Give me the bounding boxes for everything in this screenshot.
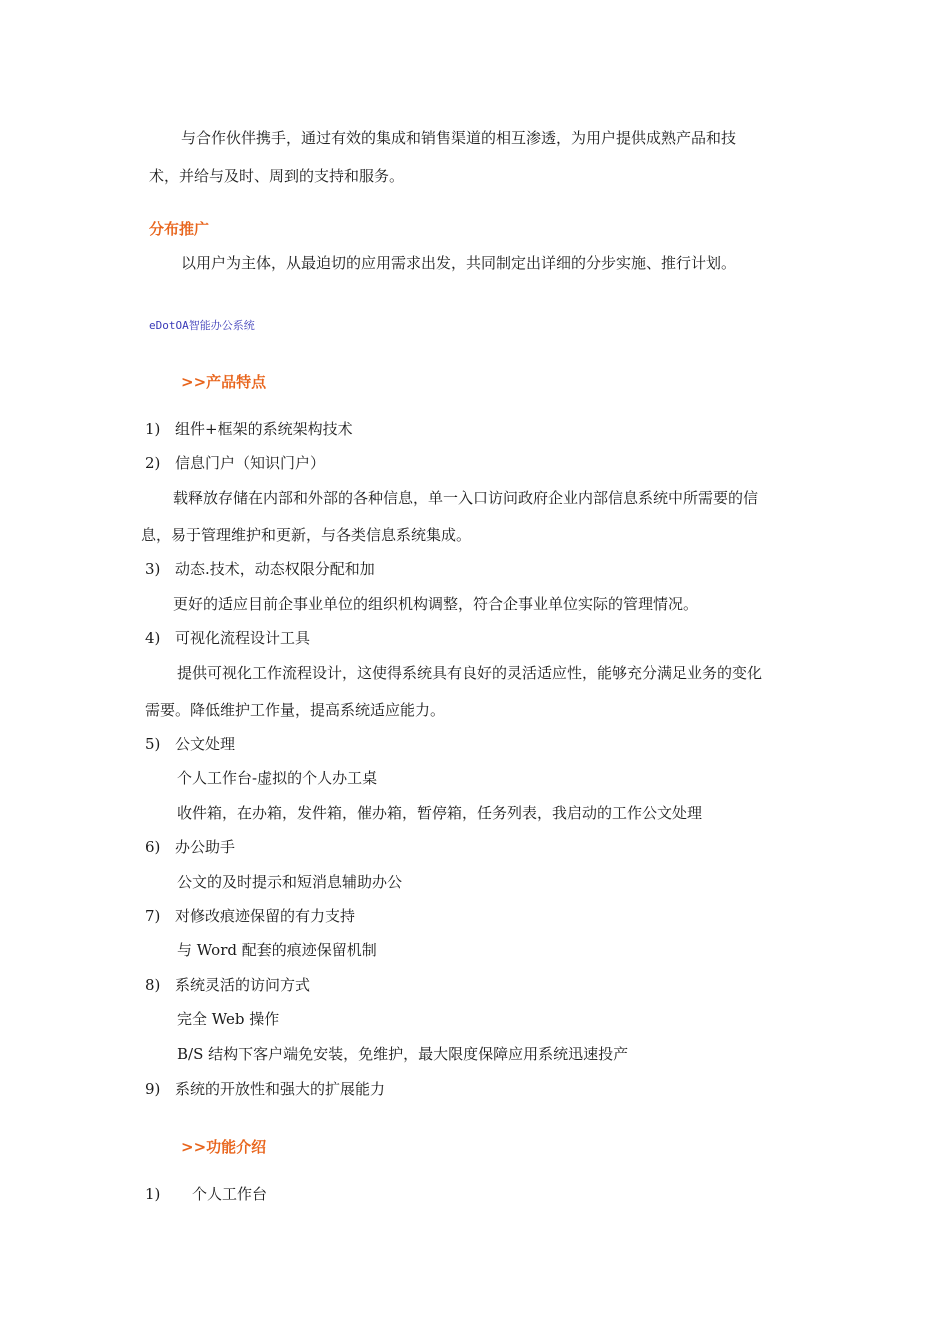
feature-1-number: 1) xyxy=(145,420,161,438)
feature-7-desc-line-1: 与 Word 配套的痕迹保留机制 xyxy=(177,941,377,959)
functions-heading: >>功能介绍 xyxy=(181,1138,267,1156)
feature-8-desc-line-2: B/S 结构下客户端免安装，免维护，最大限度保障应用系统迅速投产 xyxy=(177,1045,629,1063)
feature-4-title: 可视化流程设计工具 xyxy=(175,629,311,647)
intro-line-1: 与合作伙伴携手，通过有效的集成和销售渠道的相互渗透，为用户提供成熟产品和技 xyxy=(181,129,737,147)
feature-5-title: 公文处理 xyxy=(175,735,236,753)
feature-5-desc-line-2: 收件箱，在办箱，发件箱，催办箱，暂停箱，任务列表，我启动的工作公文处理 xyxy=(177,804,703,822)
feature-8-title: 系统灵活的访问方式 xyxy=(175,976,311,994)
function-1-title: 个人工作台 xyxy=(192,1185,268,1203)
feature-3-title: 动态.技术，动态权限分配和加 xyxy=(175,560,375,578)
feature-9-title: 系统的开放性和强大的扩展能力 xyxy=(175,1080,386,1098)
feature-5-desc-line-1: 个人工作台-虚拟的个人办工桌 xyxy=(177,769,378,787)
distribution-text: 以用户为主体，从最迫切的应用需求出发，共同制定出详细的分步实施、推行计划。 xyxy=(181,254,737,272)
feature-7-number: 7) xyxy=(145,907,161,925)
feature-8-desc-line-1: 完全 Web 操作 xyxy=(177,1010,280,1028)
feature-3-number: 3) xyxy=(145,560,161,578)
feature-6-number: 6) xyxy=(145,838,161,856)
feature-4-desc-line-2: 需要。降低维护工作量，提高系统适应能力。 xyxy=(145,701,446,719)
feature-6-desc-line-1: 公文的及时提示和短消息辅助办公 xyxy=(177,873,403,891)
feature-2-title: 信息门户（知识门户） xyxy=(175,454,326,472)
intro-line-2: 术，并给与及时、周到的支持和服务。 xyxy=(149,167,405,185)
features-heading: >>产品特点 xyxy=(181,373,267,391)
feature-6-title: 办公助手 xyxy=(175,838,236,856)
feature-7-title: 对修改痕迹保留的有力支持 xyxy=(175,907,356,925)
product-name: eDotOA智能办公系统 xyxy=(149,319,255,332)
feature-8-number: 8) xyxy=(145,976,161,994)
feature-4-desc-line-1: 提供可视化工作流程设计，这使得系统具有良好的灵活适应性，能够充分满足业务的变化 xyxy=(177,664,763,682)
feature-9-number: 9) xyxy=(145,1080,161,1098)
distribution-heading: 分布推广 xyxy=(149,220,210,238)
feature-2-number: 2) xyxy=(145,454,161,472)
feature-3-desc-line-1: 更好的适应目前企事业单位的组织机构调整，符合企事业单位实际的管理情况。 xyxy=(173,595,699,613)
feature-4-number: 4) xyxy=(145,629,161,647)
feature-1-title: 组件+框架的系统架构技术 xyxy=(175,420,353,438)
function-1-number: 1) xyxy=(145,1185,161,1203)
feature-5-number: 5) xyxy=(145,735,161,753)
feature-2-desc-line-2: 息，易于管理维护和更新，与各类信息系统集成。 xyxy=(141,526,472,544)
feature-2-desc-line-1: 载释放存储在内部和外部的各种信息，单一入口访问政府企业内部信息系统中所需要的信 xyxy=(173,489,759,507)
